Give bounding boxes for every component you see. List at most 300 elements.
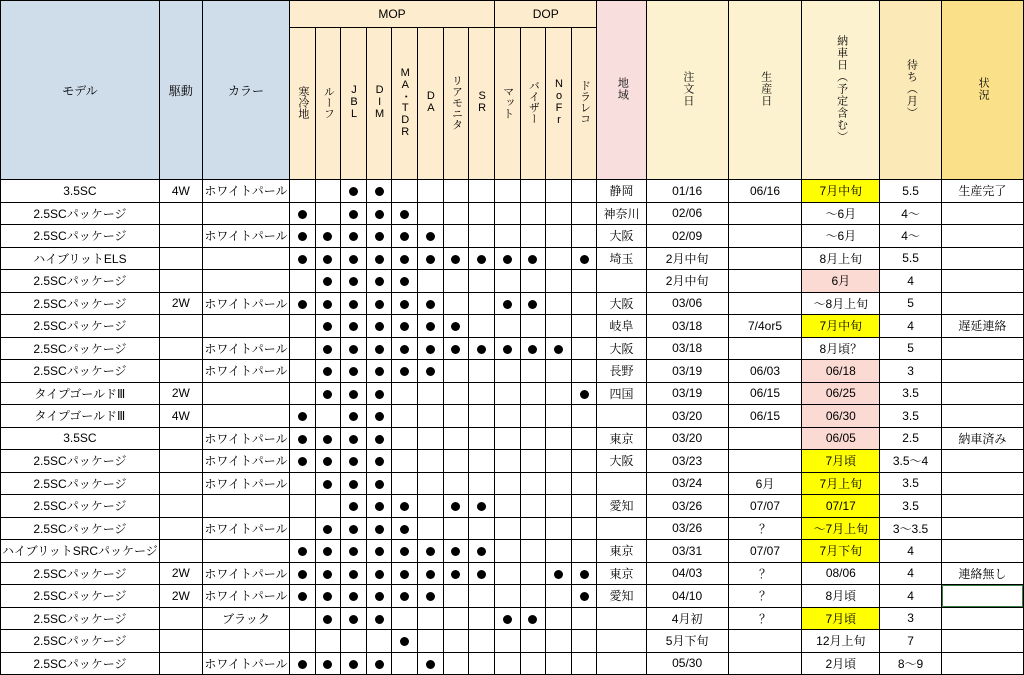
cell-mop-2: [341, 450, 367, 473]
cell-color: ホワイトパール: [202, 517, 289, 540]
cell-wait: 3.5: [880, 405, 941, 428]
cell-region: 埼玉: [597, 247, 646, 270]
cell-dop-3: [571, 270, 597, 293]
cell-region: 長野: [597, 360, 646, 383]
option-dot-icon: [400, 566, 409, 580]
table-row[interactable]: [1, 517, 1024, 540]
option-dot-icon: [451, 319, 460, 333]
cell-dop-2: [546, 382, 572, 405]
cell-mop-3: [366, 225, 392, 248]
header-dop-group: [495, 1, 597, 28]
cell-dop-2: [546, 450, 572, 473]
cell-drive: [159, 607, 202, 630]
cell-mop-3: [366, 472, 392, 495]
cell-delivery-date: 8月上旬: [802, 247, 880, 270]
cell-mop-3: [366, 495, 392, 518]
option-dot-icon: [349, 431, 358, 445]
table-row[interactable]: [1, 292, 1024, 315]
table-row[interactable]: [1, 450, 1024, 473]
cell-dop-2: [546, 247, 572, 270]
cell-mop-0: [290, 292, 316, 315]
option-dot-icon: [400, 544, 409, 558]
cell-mop-5: [418, 270, 444, 293]
option-dot-icon: [477, 341, 486, 355]
cell-dop-1: [520, 585, 546, 608]
cell-status: [941, 247, 1023, 270]
cell-dop-3: [571, 517, 597, 540]
cell-order-date: 02/09: [646, 225, 728, 248]
cell-order-date: 05/30: [646, 652, 728, 675]
cell-drive: [159, 472, 202, 495]
cell-dop-3: [571, 652, 597, 675]
cell-dop-2: [546, 495, 572, 518]
cell-mop-7: [469, 607, 495, 630]
option-dot-icon: [451, 544, 460, 558]
table-row[interactable]: [1, 652, 1024, 675]
cell-mop-6: [443, 540, 469, 563]
cell-wait: 4: [880, 270, 941, 293]
option-dot-icon: [375, 611, 384, 625]
option-dot-icon: [477, 566, 486, 580]
cell-mop-2: [341, 292, 367, 315]
table-row[interactable]: [1, 562, 1024, 585]
cell-mop-5: [418, 180, 444, 203]
table-row[interactable]: [1, 337, 1024, 360]
option-dot-icon: [503, 251, 512, 265]
option-dot-icon: [375, 476, 384, 490]
option-dot-icon: [349, 341, 358, 355]
cell-drive: [159, 652, 202, 675]
cell-mop-6: [443, 427, 469, 450]
option-dot-icon: [375, 251, 384, 265]
cell-delivery-date: 06/18: [802, 360, 880, 383]
cell-dop-0: [495, 337, 521, 360]
table-row[interactable]: [1, 427, 1024, 450]
cell-production-date: 06/03: [728, 360, 802, 383]
cell-mop-6: [443, 315, 469, 338]
option-dot-icon: [400, 206, 409, 220]
header-drive: [159, 1, 202, 180]
cell-mop-7: [469, 472, 495, 495]
cell-wait: 3.5: [880, 495, 941, 518]
cell-mop-4: [392, 405, 418, 428]
cell-delivery-date: 06/25: [802, 382, 880, 405]
cell-dop-3: [571, 405, 597, 428]
cell-color: ホワイトパール: [202, 225, 289, 248]
cell-dop-3: [571, 540, 597, 563]
table-row[interactable]: [1, 630, 1024, 653]
cell-mop-3: [366, 450, 392, 473]
cell-production-date: [728, 450, 802, 473]
cell-mop-2: [341, 495, 367, 518]
cell-dop-3: [571, 202, 597, 225]
cell-mop-0: [290, 652, 316, 675]
cell-dop-1: [520, 180, 546, 203]
header-dop-col-0: マット: [495, 28, 521, 180]
cell-drive: [159, 270, 202, 293]
cell-dop-0: [495, 382, 521, 405]
cell-drive: [159, 247, 202, 270]
cell-region: 静岡: [597, 180, 646, 203]
cell-delivery-date: 06/05: [802, 427, 880, 450]
cell-mop-1: [315, 472, 341, 495]
cell-wait: 4: [880, 315, 941, 338]
cell-mop-7: [469, 495, 495, 518]
cell-model: 2.5SCパッケージ: [1, 495, 160, 518]
cell-mop-5: [418, 472, 444, 495]
cell-mop-7: [469, 247, 495, 270]
option-dot-icon: [298, 409, 307, 423]
cell-dop-0: [495, 540, 521, 563]
cell-dop-3: [571, 450, 597, 473]
option-dot-icon: [323, 454, 332, 468]
cell-dop-0: [495, 180, 521, 203]
cell-mop-5: [418, 315, 444, 338]
cell-mop-2: [341, 607, 367, 630]
cell-color: [202, 405, 289, 428]
table-row[interactable]: [1, 180, 1024, 203]
cell-dop-1: [520, 495, 546, 518]
cell-dop-0: [495, 450, 521, 473]
option-dot-icon: [426, 566, 435, 580]
cell-drive: [159, 427, 202, 450]
cell-dop-0: [495, 270, 521, 293]
header-status: [941, 1, 1023, 180]
cell-mop-4: [392, 630, 418, 653]
option-dot-icon: [298, 454, 307, 468]
table-row[interactable]: [1, 585, 1024, 608]
cell-mop-6: [443, 270, 469, 293]
cell-order-date: 02/06: [646, 202, 728, 225]
cell-mop-4: [392, 472, 418, 495]
cell-wait: 3: [880, 607, 941, 630]
cell-mop-2: [341, 315, 367, 338]
cell-wait: 4: [880, 585, 941, 608]
cell-region: 東京: [597, 540, 646, 563]
cell-order-date: 2月中旬: [646, 270, 728, 293]
cell-region: 四国: [597, 382, 646, 405]
cell-dop-3: [571, 382, 597, 405]
cell-model: 2.5SCパッケージ: [1, 472, 160, 495]
table-row[interactable]: [1, 247, 1024, 270]
header-mop-group: [290, 1, 495, 28]
cell-region: 神奈川: [597, 202, 646, 225]
option-dot-icon: [349, 656, 358, 670]
cell-mop-4: [392, 270, 418, 293]
cell-production-date: 07/07: [728, 540, 802, 563]
table-row[interactable]: [1, 607, 1024, 630]
table-row[interactable]: [1, 225, 1024, 248]
cell-mop-0: [290, 562, 316, 585]
option-dot-icon: [426, 229, 435, 243]
cell-dop-3: [571, 585, 597, 608]
cell-color: ホワイトパール: [202, 472, 289, 495]
option-dot-icon: [426, 544, 435, 558]
cell-mop-5: [418, 562, 444, 585]
option-dot-icon: [323, 544, 332, 558]
cell-region: 東京: [597, 562, 646, 585]
option-dot-icon: [323, 566, 332, 580]
table-row[interactable]: [1, 360, 1024, 383]
option-dot-icon: [503, 341, 512, 355]
cell-mop-0: [290, 337, 316, 360]
cell-drive: [159, 630, 202, 653]
cell-production-date: 06/15: [728, 405, 802, 428]
option-dot-icon: [426, 251, 435, 265]
option-dot-icon: [477, 251, 486, 265]
cell-color: [202, 202, 289, 225]
cell-wait: 4～: [880, 225, 941, 248]
option-dot-icon: [349, 611, 358, 625]
cell-mop-3: [366, 270, 392, 293]
cell-delivery-date: 7月中旬: [802, 315, 880, 338]
cell-production-date: ？: [728, 607, 802, 630]
table-row[interactable]: [1, 495, 1024, 518]
cell-dop-1: [520, 405, 546, 428]
table-row[interactable]: [1, 540, 1024, 563]
cell-wait: 4: [880, 540, 941, 563]
cell-dop-1: [520, 630, 546, 653]
cell-delivery-date: ～7月上旬: [802, 517, 880, 540]
header-wait: [880, 1, 941, 180]
option-dot-icon: [323, 611, 332, 625]
cell-mop-5: [418, 405, 444, 428]
cell-order-date: 04/03: [646, 562, 728, 585]
cell-mop-0: [290, 607, 316, 630]
cell-dop-3: [571, 495, 597, 518]
option-dot-icon: [298, 251, 307, 265]
cell-order-date: 03/20: [646, 427, 728, 450]
header-delivery-date-label: 納車日（予定含む）: [835, 34, 848, 143]
cell-status: 生産完了: [941, 180, 1023, 203]
cell-order-date: 2月中旬: [646, 247, 728, 270]
cell-drive: 2W: [159, 382, 202, 405]
cell-production-date: 06/15: [728, 382, 802, 405]
option-dot-icon: [375, 319, 384, 333]
option-dot-icon: [477, 544, 486, 558]
cell-dop-0: [495, 585, 521, 608]
cell-mop-1: [315, 495, 341, 518]
cell-mop-2: [341, 630, 367, 653]
option-dot-icon: [426, 341, 435, 355]
cell-mop-5: [418, 495, 444, 518]
option-dot-icon: [503, 611, 512, 625]
cell-status: [941, 585, 1023, 608]
cell-order-date: 5月下旬: [646, 630, 728, 653]
cell-dop-2: [546, 607, 572, 630]
option-dot-icon: [528, 341, 537, 355]
header-mop-col-6: リアモニタ: [443, 28, 469, 180]
cell-dop-0: [495, 652, 521, 675]
cell-region: 愛知: [597, 585, 646, 608]
cell-wait: 5: [880, 292, 941, 315]
option-dot-icon: [349, 476, 358, 490]
cell-status: [941, 270, 1023, 293]
cell-mop-6: [443, 405, 469, 428]
option-dot-icon: [375, 296, 384, 310]
cell-mop-5: [418, 517, 444, 540]
cell-mop-3: [366, 607, 392, 630]
cell-color: [202, 315, 289, 338]
header-wait-label: 待ち（月）: [905, 58, 918, 119]
cell-dop-3: [571, 427, 597, 450]
cell-drive: [159, 202, 202, 225]
table-row[interactable]: [1, 270, 1024, 293]
option-dot-icon: [375, 409, 384, 423]
table-row[interactable]: [1, 405, 1024, 428]
cell-mop-1: [315, 427, 341, 450]
cell-model: 2.5SCパッケージ: [1, 270, 160, 293]
cell-status: [941, 495, 1023, 518]
cell-mop-2: [341, 517, 367, 540]
table-row[interactable]: [1, 315, 1024, 338]
cell-dop-1: [520, 517, 546, 540]
option-dot-icon: [349, 566, 358, 580]
header-mop-col-1: ルーフ: [315, 28, 341, 180]
cell-mop-7: [469, 360, 495, 383]
cell-delivery-date: ～6月: [802, 225, 880, 248]
option-dot-icon: [349, 386, 358, 400]
cell-color: [202, 540, 289, 563]
cell-wait: 3.5: [880, 382, 941, 405]
option-dot-icon: [400, 296, 409, 310]
option-dot-icon: [323, 251, 332, 265]
cell-mop-6: [443, 585, 469, 608]
cell-dop-2: [546, 225, 572, 248]
cell-mop-0: [290, 517, 316, 540]
cell-mop-1: [315, 630, 341, 653]
cell-dop-1: [520, 652, 546, 675]
cell-mop-7: [469, 337, 495, 360]
option-dot-icon: [323, 341, 332, 355]
cell-dop-1: [520, 247, 546, 270]
cell-mop-5: [418, 652, 444, 675]
cell-drive: 4W: [159, 180, 202, 203]
option-dot-icon: [451, 499, 460, 513]
cell-mop-4: [392, 382, 418, 405]
header-drive-label: 駆動: [168, 83, 193, 98]
cell-order-date: 03/31: [646, 540, 728, 563]
option-dot-icon: [349, 296, 358, 310]
cell-mop-2: [341, 360, 367, 383]
cell-mop-7: [469, 225, 495, 248]
header-dop-label: DOP: [532, 7, 559, 21]
option-dot-icon: [323, 364, 332, 378]
header-dop-col-1: バイザー: [520, 28, 546, 180]
cell-model: 2.5SCパッケージ: [1, 292, 160, 315]
option-dot-icon: [323, 521, 332, 535]
cell-mop-1: [315, 315, 341, 338]
cell-region: 愛知: [597, 495, 646, 518]
option-dot-icon: [349, 184, 358, 198]
cell-dop-3: [571, 472, 597, 495]
header-production-date: [728, 1, 802, 180]
cell-status: [941, 630, 1023, 653]
cell-mop-1: [315, 540, 341, 563]
cell-production-date: 07/07: [728, 495, 802, 518]
cell-drive: 2W: [159, 292, 202, 315]
cell-mop-7: [469, 292, 495, 315]
cell-dop-1: [520, 337, 546, 360]
cell-mop-4: [392, 292, 418, 315]
cell-dop-0: [495, 202, 521, 225]
option-dot-icon: [375, 454, 384, 468]
cell-production-date: [728, 247, 802, 270]
cell-region: 大阪: [597, 337, 646, 360]
cell-status: [941, 202, 1023, 225]
table-row[interactable]: [1, 472, 1024, 495]
cell-mop-2: [341, 225, 367, 248]
cell-dop-1: [520, 360, 546, 383]
cell-dop-3: [571, 337, 597, 360]
option-dot-icon: [400, 251, 409, 265]
option-dot-icon: [375, 184, 384, 198]
cell-production-date: [728, 337, 802, 360]
cell-model: 2.5SCパッケージ: [1, 315, 160, 338]
cell-mop-4: [392, 247, 418, 270]
cell-mop-3: [366, 405, 392, 428]
cell-mop-5: [418, 247, 444, 270]
option-dot-icon: [400, 319, 409, 333]
cell-mop-2: [341, 585, 367, 608]
cell-mop-0: [290, 180, 316, 203]
cell-mop-3: [366, 562, 392, 585]
cell-mop-1: [315, 270, 341, 293]
option-dot-icon: [554, 566, 563, 580]
header-dop-col-2: NoFr: [546, 28, 572, 180]
cell-region: [597, 607, 646, 630]
cell-status: [941, 652, 1023, 675]
cell-mop-3: [366, 315, 392, 338]
cell-mop-6: [443, 180, 469, 203]
cell-status: [941, 225, 1023, 248]
cell-mop-1: [315, 202, 341, 225]
cell-color: ホワイトパール: [202, 180, 289, 203]
cell-region: 大阪: [597, 292, 646, 315]
option-dot-icon: [400, 229, 409, 243]
cell-region: [597, 517, 646, 540]
cell-mop-6: [443, 472, 469, 495]
option-dot-icon: [349, 274, 358, 288]
cell-mop-4: [392, 315, 418, 338]
cell-mop-0: [290, 472, 316, 495]
cell-mop-6: [443, 337, 469, 360]
cell-mop-7: [469, 315, 495, 338]
option-dot-icon: [503, 296, 512, 310]
cell-dop-0: [495, 630, 521, 653]
cell-drive: 4W: [159, 405, 202, 428]
cell-mop-5: [418, 450, 444, 473]
option-dot-icon: [400, 341, 409, 355]
option-dot-icon: [298, 431, 307, 445]
cell-dop-3: [571, 292, 597, 315]
cell-mop-3: [366, 517, 392, 540]
option-dot-icon: [298, 544, 307, 558]
table-row[interactable]: [1, 382, 1024, 405]
cell-mop-5: [418, 225, 444, 248]
cell-mop-7: [469, 450, 495, 473]
header-mop-col-4: MA・TDR: [392, 28, 418, 180]
option-dot-icon: [349, 364, 358, 378]
cell-production-date: 7/4or5: [728, 315, 802, 338]
cell-dop-2: [546, 360, 572, 383]
cell-dop-0: [495, 607, 521, 630]
cell-mop-5: [418, 292, 444, 315]
table-row[interactable]: [1, 202, 1024, 225]
cell-mop-3: [366, 540, 392, 563]
option-dot-icon: [349, 589, 358, 603]
cell-mop-3: [366, 652, 392, 675]
